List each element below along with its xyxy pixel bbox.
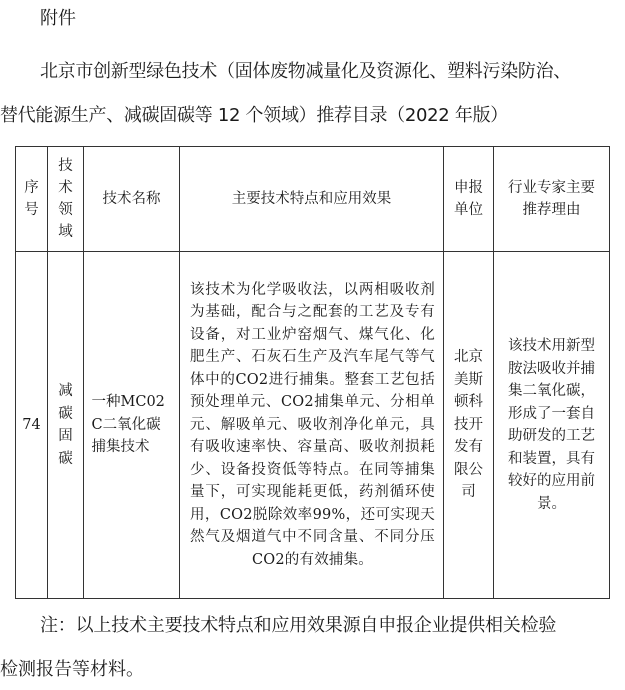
cell-features: 该技术为化学吸收法，以两相吸收剂为基础，配合与之配套的工艺及专有设备，对工业炉窑烟气、煤气化、化肥生产、石灰石生产及汽车尾气等气体中的CO2进行捕集。整套工艺包括预处理单元、CO2捕集单元、分相单元、解吸单元、吸收剂净化单元，具有吸收速率快、容量高、吸收剂损耗少、设备投资低等特点。在同等捕集量下，可实现能耗更低，药剂循环使用，CO2脱除效率99%，还可实现天然气及烟道气中不同含量、不同分压CO2的有效捕集。 [180,252,444,599]
header-field: 技术领域 [48,147,84,252]
cell-name: 一种MC02C二氧化碳捕集技术 [84,252,180,599]
annex-label: 附件 [40,8,76,29]
header-reason: 行业专家主要推荐理由 [494,147,610,252]
header-seq: 序号 [16,147,48,252]
footnote-line-1: 注：以上技术主要技术特点和应用效果源自申报企业提供相关检验 [40,615,557,636]
recommendation-table [15,146,610,599]
table-header-row [16,147,610,252]
cell-seq: 74 [16,252,48,599]
cell-applicant: 北京美斯顿科技开发有限公司 [444,252,494,599]
cell-reason: 该技术用新型胺法吸收并捕集二氧化碳，形成了一套自助研发的工艺和装置，具有较好的应用前景。 [494,252,610,599]
footnote-line-2: 检测报告等材料。 [0,659,144,680]
cell-field: 减碳固碳 [48,252,84,599]
document-title-line-1: 北京市创新型绿色技术（固体废物减量化及资源化、塑料污染防治、 [40,61,571,82]
header-name: 技术名称 [84,147,180,252]
document-title-line-2: 替代能源生产、减碳固碳等 12 个领域）推荐目录（2022 年版） [0,105,508,126]
header-applicant: 申报单位 [444,147,494,252]
header-features: 主要技术特点和应用效果 [180,147,444,252]
table-row [16,252,610,599]
